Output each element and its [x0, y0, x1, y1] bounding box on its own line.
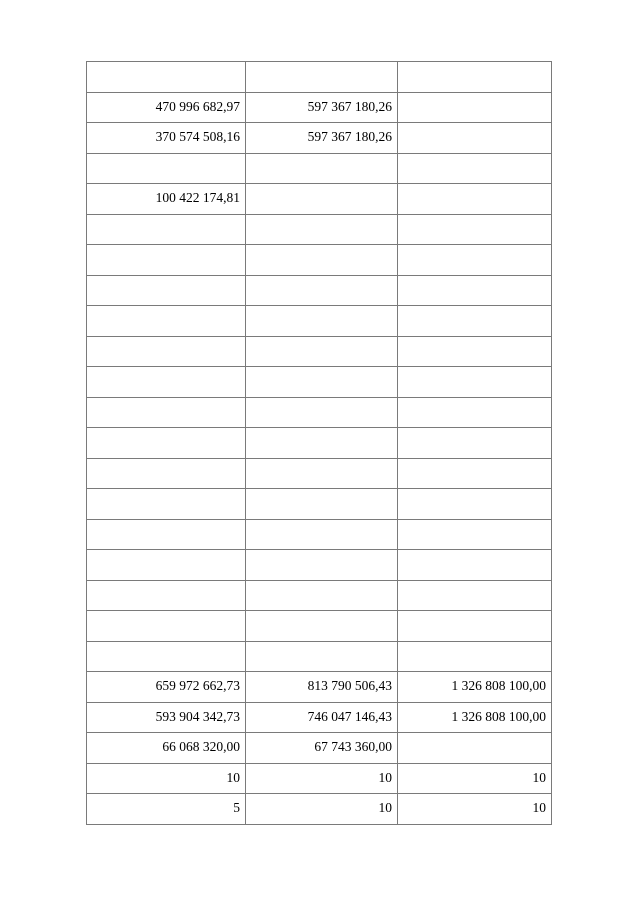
data-table — [86, 61, 552, 825]
table-cell — [398, 672, 552, 703]
cell-value: 10 — [378, 769, 392, 785]
table-row — [87, 214, 552, 245]
table-cell — [87, 214, 246, 245]
table-row — [87, 702, 552, 733]
table-row — [87, 153, 552, 184]
table-row — [87, 245, 552, 276]
table-cell — [398, 123, 552, 154]
table-row — [87, 672, 552, 703]
table-cell — [87, 336, 246, 367]
table-row — [87, 794, 552, 825]
table-cell — [246, 519, 398, 550]
table-cell — [246, 336, 398, 367]
table-cell — [87, 62, 246, 93]
cell-value: 10 — [226, 769, 240, 785]
cell-value: 746 047 146,43 — [307, 708, 392, 724]
table-cell — [87, 367, 246, 398]
table-cell — [87, 550, 246, 581]
table-cell — [398, 641, 552, 672]
table-cell — [246, 92, 398, 123]
cell-value: 10 — [378, 800, 392, 815]
table-cell — [398, 245, 552, 276]
table-body — [87, 62, 552, 825]
table-cell — [246, 275, 398, 306]
table-cell — [398, 367, 552, 398]
cell-value: 100 422 174,81 — [155, 190, 240, 205]
table-row — [87, 458, 552, 489]
table-cell — [87, 123, 246, 154]
table-cell — [246, 550, 398, 581]
table-cell — [246, 763, 398, 794]
table-cell — [398, 306, 552, 337]
table-cell — [87, 489, 246, 520]
table-cell — [246, 245, 398, 276]
table-cell — [87, 641, 246, 672]
table-cell — [246, 428, 398, 459]
cell-value: 1 326 808 100,00 — [451, 708, 546, 724]
table-cell — [87, 733, 246, 764]
table-cell — [246, 733, 398, 764]
cell-value: 10 — [532, 800, 546, 815]
table-cell — [398, 397, 552, 428]
table-cell — [398, 611, 552, 642]
table-row — [87, 611, 552, 642]
table-row — [87, 733, 552, 764]
table-cell — [87, 763, 246, 794]
table-row — [87, 763, 552, 794]
table-cell — [398, 428, 552, 459]
table-cell — [246, 611, 398, 642]
table-cell — [246, 153, 398, 184]
table-cell — [246, 672, 398, 703]
table-cell — [398, 519, 552, 550]
cell-value: 813 790 506,43 — [307, 678, 392, 693]
table-cell — [246, 489, 398, 520]
table-row — [87, 580, 552, 611]
table-cell — [87, 397, 246, 428]
cell-value: 370 574 508,16 — [155, 129, 240, 144]
table-cell — [246, 794, 398, 825]
table-cell — [87, 275, 246, 306]
table-row — [87, 428, 552, 459]
table-cell — [87, 672, 246, 703]
cell-value: 593 904 342,73 — [155, 708, 240, 724]
cell-value: 597 367 180,26 — [307, 98, 392, 114]
table-row — [87, 184, 552, 215]
table-cell — [246, 184, 398, 215]
table-cell — [87, 519, 246, 550]
table-row — [87, 367, 552, 398]
table-cell — [398, 580, 552, 611]
table-row — [87, 519, 552, 550]
table-cell — [246, 306, 398, 337]
table-cell — [398, 92, 552, 123]
table-cell — [87, 580, 246, 611]
cell-value: 66 068 320,00 — [162, 739, 240, 754]
table-cell — [398, 702, 552, 733]
table-cell — [398, 763, 552, 794]
table-cell — [87, 153, 246, 184]
table-cell — [398, 336, 552, 367]
table-cell — [246, 580, 398, 611]
table-cell — [398, 62, 552, 93]
table-cell — [246, 214, 398, 245]
cell-value: 67 743 360,00 — [314, 739, 392, 754]
cell-value: 597 367 180,26 — [307, 129, 392, 144]
table-cell — [87, 92, 246, 123]
table-row — [87, 489, 552, 520]
table-cell — [87, 794, 246, 825]
table-cell — [246, 641, 398, 672]
table-cell — [246, 367, 398, 398]
table-cell — [87, 702, 246, 733]
table-cell — [398, 733, 552, 764]
table-cell — [246, 397, 398, 428]
table-row — [87, 306, 552, 337]
table-cell — [87, 184, 246, 215]
table-cell — [246, 702, 398, 733]
table-cell — [398, 489, 552, 520]
table-cell — [87, 245, 246, 276]
table-cell — [398, 275, 552, 306]
cell-value: 5 — [233, 800, 240, 815]
table-cell — [246, 62, 398, 93]
table-cell — [87, 458, 246, 489]
cell-value: 1 326 808 100,00 — [451, 678, 546, 693]
table-cell — [398, 550, 552, 581]
table-cell — [398, 794, 552, 825]
table-row — [87, 92, 552, 123]
table-cell — [246, 123, 398, 154]
table-row — [87, 62, 552, 93]
table-row — [87, 336, 552, 367]
table-cell — [398, 184, 552, 215]
table-row — [87, 275, 552, 306]
table-cell — [87, 306, 246, 337]
cell-value: 659 972 662,73 — [155, 678, 240, 693]
table-cell — [398, 153, 552, 184]
table-cell — [398, 214, 552, 245]
table-row — [87, 397, 552, 428]
table-row — [87, 550, 552, 581]
table-row — [87, 123, 552, 154]
table-cell — [398, 458, 552, 489]
table-row — [87, 641, 552, 672]
table-cell — [87, 428, 246, 459]
table-cell — [246, 458, 398, 489]
cell-value: 470 996 682,97 — [155, 98, 240, 114]
cell-value: 10 — [532, 769, 546, 785]
table-cell — [87, 611, 246, 642]
